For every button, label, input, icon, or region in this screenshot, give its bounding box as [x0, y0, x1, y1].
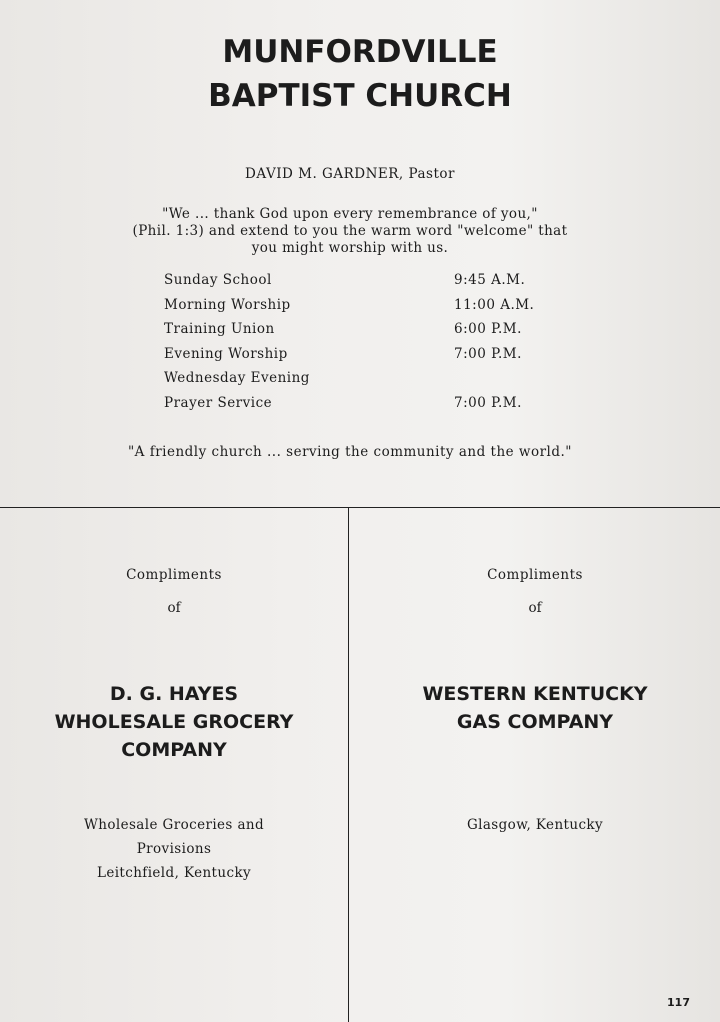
church-title-line-2: BAPTIST CHURCH	[208, 78, 512, 114]
pastor-name: DAVID M. GARDNER, Pastor	[245, 166, 455, 182]
company-name	[0, 680, 348, 764]
company-description	[350, 813, 720, 837]
service-time: 7:00 P.M.	[454, 394, 522, 411]
church-title-line-1: MUNFORDVILLE	[222, 34, 498, 70]
description-line: Wholesale Groceries and	[83, 817, 265, 833]
schedule-row	[164, 370, 544, 395]
description-line: Glasgow, Kentucky	[466, 817, 604, 833]
church-motto: "A friendly church ... serving the community and the world."	[127, 444, 573, 460]
service-time: 7:00 P.M.	[454, 345, 522, 362]
verse-line: you might worship with us.	[251, 240, 449, 256]
of-text: of	[167, 600, 181, 616]
service-time: 11:00 A.M.	[454, 296, 535, 313]
company-name-line: COMPANY	[121, 739, 227, 761]
scripture-verse	[90, 206, 610, 257]
schedule-row	[164, 346, 544, 371]
page-number: 117	[667, 996, 690, 1009]
company-name	[350, 680, 720, 736]
service-name: Morning Worship	[164, 296, 291, 313]
service-name: Sunday School	[164, 272, 272, 288]
description-line: Leitchfield, Kentucky	[96, 865, 252, 881]
service-name: Training Union	[164, 321, 275, 338]
company-name-line: WHOLESALE GROCERY	[54, 711, 294, 733]
of-text: of	[528, 600, 542, 616]
ad-hayes-grocery	[0, 507, 348, 1022]
schedule-row	[164, 321, 544, 346]
service-name: Evening Worship	[164, 345, 288, 362]
verse-line: (Phil. 1:3) and extend to you the warm word "welcome" that	[132, 223, 568, 239]
service-time: 6:00 P.M.	[454, 321, 522, 338]
company-description	[0, 813, 348, 885]
church-title	[0, 30, 720, 118]
service-name: Wednesday Evening	[164, 370, 310, 387]
verse-line: "We ... thank God upon every remembrance of you,"	[162, 206, 538, 222]
schedule-row	[164, 395, 544, 420]
company-name-line: WESTERN KENTUCKY	[422, 683, 648, 705]
schedule-row	[164, 272, 544, 297]
vertical-divider	[348, 507, 349, 1022]
compliments-text: Compliments	[487, 567, 583, 583]
company-name-line: D. G. HAYES	[109, 683, 239, 705]
company-name-line: GAS COMPANY	[456, 711, 614, 733]
compliments-text: Compliments	[126, 567, 222, 583]
service-name: Prayer Service	[164, 394, 273, 411]
service-time: 9:45 A.M.	[454, 272, 526, 288]
description-line: Provisions	[136, 841, 212, 857]
ad-western-kentucky-gas	[350, 507, 720, 1022]
schedule-row	[164, 297, 544, 322]
service-schedule	[164, 272, 544, 420]
